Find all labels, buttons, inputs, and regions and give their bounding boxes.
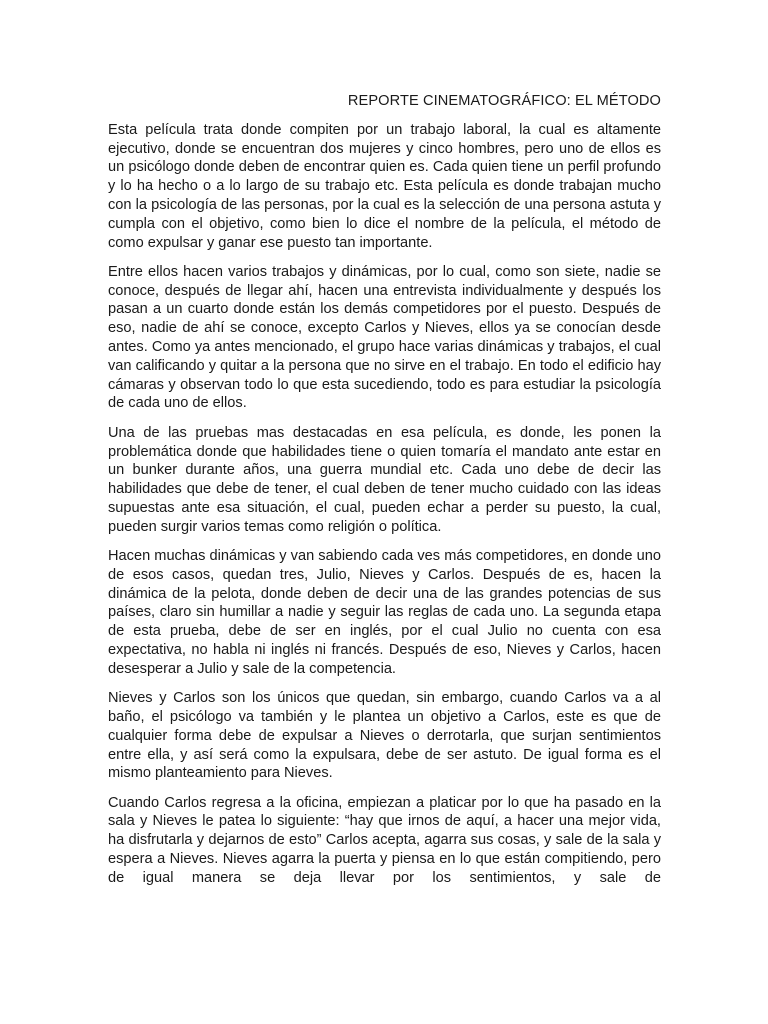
paragraph-4: Hacen muchas dinámicas y van sabiendo cada ves más competidores, en donde uno de esos casos, quedan tres, Julio, Nieves y Carlos. Después de es, hacen la dinámica de la pelota, donde deben de decir una de las grandes potencias de sus países, claro sin humillar a nadie y seguir las reglas de cada uno. La segunda etapa de esta prueba, debe de ser en inglés, por el cual Julio no cuenta con esa expectativa, no habla ni inglés ni francés. Después de eso, Nieves y Carlos, hacen desesperar a Julio y sale de la competencia. — [108, 548, 661, 677]
paragraph-1: Esta película trata donde compiten por un trabajo laboral, la cual es altamente ejecutivo, donde se encuentran dos mujeres y cinco hombres, pero uno de ellos es un psicólogo donde deben de encontrar quien es. Cada quien tiene un perfil profundo y lo ha hecho o a lo largo de su trabajo etc. Esta película es donde trabajan mucho con la psicología de las personas, por la cual es la selección de una persona astuta y cumpla con el objetivo, como bien lo dice el nombre de la película, el método de como expulsar y ganar ese puesto tan importante. — [108, 121, 661, 251]
document-body — [108, 92, 661, 898]
paragraph-3: Una de las pruebas mas destacadas en esa película, es donde, les ponen la problemática donde que habilidades tiene o quien tomaría el mandato ante estar en un bunker durante años, una guerra mundial etc. Cada uno debe de decir las habilidades que debe de tener, el cual deben de tener mucho cuidado con las ideas supuestas ante esa situación, el cual, pueden echar a perder su puesto, la cual, pueden surgir varios temas como religión o política. — [108, 424, 661, 535]
document-title: REPORTE CINEMATOGRÁFICO: EL MÉTODO — [347, 93, 661, 109]
paragraph-2: Entre ellos hacen varios trabajos y dinámicas, por lo cual, como son siete, nadie se conoce, después de llegar ahí, hacen una entrevista individualmente y después los pasan a un cuarto donde están los demás competidores por el puesto. Después de eso, nadie de ahí se conoce, excepto Carlos y Nieves, ellos ya se conocían desde antes. Como ya antes mencionado, el grupo hace varias dinámicas y trabajos, el cual van calificando y quitar a la persona que no sirve en el trabajo. En todo el edificio hay cámaras y observan todo lo que esta sucediendo, todo es para estudiar la psicología de cada uno de ellos. — [108, 263, 661, 412]
paragraph-5: Nieves y Carlos son los únicos que quedan, sin embargo, cuando Carlos va a al baño, el psicólogo va también y le plantea un objetivo a Carlos, este es que de cualquier forma debe de expulsar a Nieves o derrotarla, que surjan sentimientos entre ella, y así será como la expulsara, debe de ser astuto. De igual forma es el mismo planteamiento para Nieves. — [108, 690, 661, 782]
paragraph-6: Cuando Carlos regresa a la oficina, empiezan a platicar por lo que ha pasado en la sala y Nieves le patea lo siguiente: “hay que irnos de aquí, a hacer una mejor vida, ha disfrutarla y dejarnos de esto” Carlos acepta, agarra sus cosas, y sale de la sala y espera a Nieves. Nieves agarra la puerta y piensa en lo que están compitiendo, pero de igual manera se deja llevar por los sentimientos, y sale de — [108, 794, 661, 886]
